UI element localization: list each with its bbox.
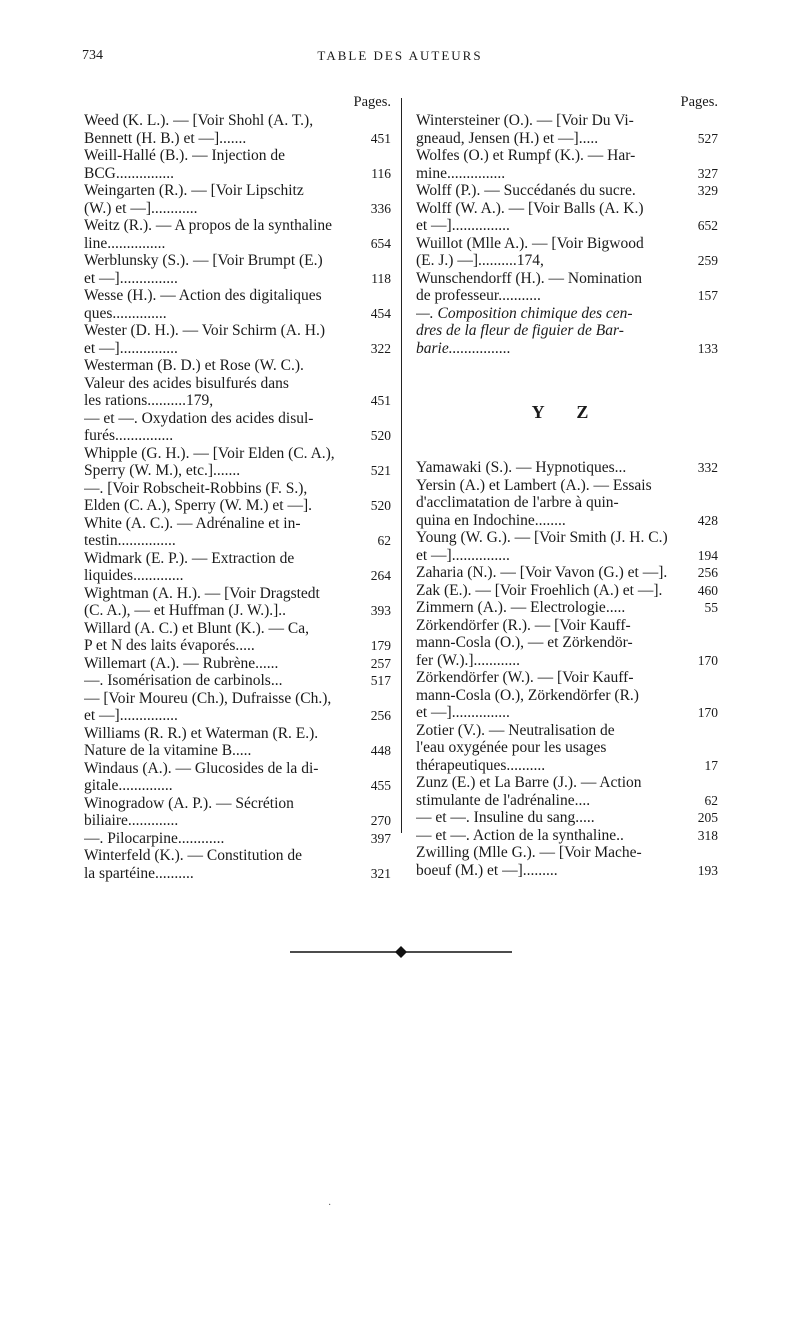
entry-line: Elden (C. A.), Sperry (W. M.) et —]. [84, 497, 313, 514]
index-entry [416, 235, 718, 270]
entry-line: Zotier (V.). — Neutralisation de [416, 721, 615, 739]
entry-page-number: 521 [370, 463, 391, 478]
entry-line: —. [Voir Robscheit-Robbins (F. S.), [84, 479, 308, 497]
entry-line: Zak (E.). — [Voir Froehlich (A.) et —]. [416, 581, 663, 599]
entry-line: Wester (D. H.). — Voir Schirm (A. H.) [84, 322, 325, 339]
left-column [84, 92, 391, 882]
index-entry [84, 690, 391, 725]
entry-line: quina en Indochine........ [416, 511, 566, 529]
entry-page-number: 397 [370, 830, 391, 846]
entry-page-number: 194 [697, 547, 718, 563]
index-entry [84, 252, 391, 287]
entry-line: — [Voir Moureu (Ch.), Dufraisse (Ch.), [84, 689, 332, 707]
entry-line: Wintersteiner (O.). — [Voir Du Vi- [416, 112, 634, 129]
entry-line: Sperry (W. M.), etc.]....... [84, 462, 241, 479]
index-entry [416, 564, 718, 582]
entry-line: gneaud, Jensen (H.) et —]..... [416, 129, 599, 147]
entry-line: ques.............. [84, 304, 167, 322]
entry-line: P et N des laits évaporés..... [84, 637, 255, 654]
entry-line: Wolff (W. A.). — [Voir Balls (A. K.) [416, 199, 644, 217]
entry-page-number: 62 [377, 533, 391, 548]
entry-line: —. Isomérisation de carbinols... [84, 672, 283, 689]
entry-line: Whipple (G. H.). — [Voir Elden (C. A.), [84, 444, 335, 462]
entry-line: gitale.............. [84, 777, 173, 794]
index-entry [416, 305, 718, 358]
entry-page-number: 428 [697, 512, 718, 528]
entry-page-number: 322 [370, 340, 391, 356]
index-entry [84, 760, 391, 795]
entry-line: Windaus (A.). — Glucosides de la di- [84, 759, 319, 777]
index-entry [416, 599, 718, 617]
entry-line: et —]............... [416, 217, 510, 234]
index-entry [84, 830, 391, 848]
index-entry [416, 147, 718, 182]
entry-line: de professeur........... [416, 287, 541, 304]
entry-line: Weed (K. L.). — [Voir Shohl (A. T.), [84, 112, 314, 129]
index-entry [416, 582, 718, 600]
entry-page-number: 170 [697, 705, 718, 720]
entry-page-number: 179 [370, 638, 391, 653]
entry-list [416, 112, 718, 357]
section-heading: Y Z [531, 402, 603, 422]
entry-page-number: 270 [370, 813, 391, 828]
entry-line: thérapeutiques.......... [416, 756, 546, 774]
entry-line: Valeur des acides bisulfurés dans [84, 374, 289, 392]
entry-page-number: 257 [370, 655, 391, 671]
right-column [416, 92, 718, 879]
entry-line: et —]............... [416, 546, 510, 564]
entry-line: stimulante de l'adrénaline.... [416, 791, 591, 809]
index-entry [84, 847, 391, 882]
column-divider [401, 98, 402, 833]
entry-line: et —]............... [416, 704, 510, 721]
entry-page-number: 451 [370, 130, 391, 146]
entry-line: et —]............... [84, 269, 178, 287]
entry-line: fer (W.).]............ [416, 651, 521, 669]
index-entry [84, 287, 391, 322]
entry-line: et —]............... [84, 707, 178, 724]
index-entry [84, 655, 391, 673]
entry-line: Zörkendörfer (W.). — [Voir Kauff- [416, 669, 634, 686]
entry-line: mann-Cosla (O.), Zörkendörfer (R.) [416, 686, 639, 704]
entry-page-number: 259 [697, 253, 718, 268]
entry-line: Zunz (E.) et La Barre (J.). — Action [416, 774, 642, 791]
entry-page-number: 55 [704, 600, 718, 615]
entry-page-number: 455 [370, 778, 391, 793]
entry-line: Willemart (A.). — Rubrène...... [84, 654, 279, 672]
index-entry [84, 410, 391, 445]
entry-page-number: 460 [697, 582, 718, 598]
entry-line: Werblunsky (S.). — [Voir Brumpt (E.) [84, 252, 323, 269]
entry-line: Bennett (H. B.) et —]....... [84, 129, 247, 147]
entry-line: Widmark (E. P.). — Extraction de [84, 549, 295, 567]
entry-line: White (A. C.). — Adrénaline et in- [84, 514, 301, 532]
entry-line: les rations..........179, [84, 392, 214, 409]
entry-page-number: 327 [697, 165, 718, 181]
entry-page-number: 256 [370, 708, 391, 723]
index-entry [416, 182, 718, 200]
entry-line: d'acclimatation de l'arbre à quin- [416, 494, 619, 511]
index-entry [84, 480, 391, 515]
entry-line: Wunschendorff (H.). — Nomination [416, 269, 642, 287]
entry-line: —. Pilocarpine............ [84, 829, 225, 847]
entry-page-number: 654 [370, 235, 391, 251]
entry-page-number: 318 [697, 827, 718, 843]
entry-line: Winogradow (A. P.). — Sécrétion [84, 794, 294, 812]
entry-line: (E. J.) —]..........174, [416, 252, 544, 269]
entry-line: Willard (A. C.) et Blunt (K.). — Ca, [84, 619, 309, 637]
entry-page-number: 393 [370, 603, 391, 618]
index-entry [416, 617, 718, 670]
index-entry [416, 844, 718, 879]
index-entry [416, 722, 718, 775]
index-entry [84, 725, 391, 760]
entry-line: Wolfes (O.) et Rumpf (K.). — Har- [416, 147, 636, 164]
entry-line: Weill-Hallé (B.). — Injection de [84, 147, 286, 164]
entry-page-number: 157 [697, 288, 718, 303]
index-entry [416, 774, 718, 809]
entry-page-number: 329 [697, 183, 718, 198]
entry-line: barie................ [416, 339, 511, 357]
entry-line: Wesse (H.). — Action des digitaliques [84, 287, 322, 304]
entry-list [84, 112, 391, 882]
index-entry [84, 672, 391, 690]
entry-page-number: 118 [371, 270, 391, 286]
pages-label: Pages. [353, 94, 391, 110]
entry-page-number: 116 [371, 165, 391, 181]
entry-page-number: 62 [704, 792, 718, 808]
entry-line: Winterfeld (K.). — Constitution de [84, 847, 303, 864]
index-entry [416, 529, 718, 564]
index-entry [84, 550, 391, 585]
index-entry [416, 809, 718, 827]
index-entry [416, 477, 718, 530]
entry-page-number: 451 [370, 393, 391, 408]
index-entry [84, 357, 391, 410]
entry-page-number: 336 [370, 200, 391, 216]
entry-line: Yersin (A.) et Lambert (A.). — Essais [416, 476, 652, 494]
entry-line: (C. A.), — et Huffman (J. W.).].. [84, 602, 287, 619]
entry-line: boeuf (M.) et —]......... [416, 861, 558, 879]
ornament-rule [290, 946, 512, 958]
entry-line: Young (W. G.). — [Voir Smith (J. H. C.) [416, 529, 668, 546]
entry-line: Wolff (P.). — Succédanés du sucre. [416, 182, 636, 199]
index-entry [416, 827, 718, 845]
entry-line: Zaharia (N.). — [Voir Vavon (G.) et —]. [416, 564, 668, 581]
index-entry [84, 620, 391, 655]
entry-line: mann-Cosla (O.), — et Zörkendör- [416, 634, 633, 651]
index-entry [84, 515, 391, 550]
entry-line: liquides............. [84, 567, 184, 584]
index-entry [84, 445, 391, 480]
entry-line: Williams (R. R.) et Waterman (R. E.). [84, 724, 319, 742]
index-entry [84, 322, 391, 357]
entry-line: Zörkendörfer (R.). — [Voir Kauff- [416, 616, 631, 634]
entry-page-number: 517 [370, 673, 391, 688]
entry-line: Wuillot (Mlle A.). — [Voir Bigwood [416, 234, 644, 252]
entry-page-number: 527 [697, 130, 718, 146]
index-entry [416, 270, 718, 305]
entry-page-number: 264 [370, 568, 391, 583]
entry-line: —. Composition chimique des cen- [416, 304, 633, 322]
entry-page-number: 321 [370, 865, 391, 881]
entry-line: mine............... [416, 164, 506, 182]
entry-line: Zwilling (Mlle G.). — [Voir Mache- [416, 844, 642, 861]
entry-line: Westerman (B. D.) et Rose (W. C.). [84, 357, 304, 374]
entry-page-number: 448 [370, 743, 391, 758]
entry-page-number: 520 [370, 498, 391, 513]
entry-page-number: 205 [697, 810, 718, 825]
entry-page-number: 193 [697, 862, 718, 878]
index-entry [416, 112, 718, 147]
entry-line: Weingarten (R.). — [Voir Lipschitz [84, 182, 304, 199]
index-entry [84, 147, 391, 182]
entry-line: (W.) et —]............ [84, 199, 198, 217]
index-entry [84, 585, 391, 620]
entry-line: la spartéine.......... [84, 864, 194, 882]
entry-page-number: 454 [370, 305, 391, 321]
entry-line: — et —. Insuline du sang..... [416, 809, 595, 826]
running-title: TABLE DES AUTEURS [317, 48, 483, 63]
entry-page-number: 256 [697, 565, 718, 580]
index-entry [84, 112, 391, 147]
pages-label: Pages. [680, 94, 718, 110]
stray-mark: · [328, 1200, 332, 1211]
entry-page-number: 332 [697, 460, 718, 475]
index-entry [416, 669, 718, 722]
entry-page-number: 133 [697, 340, 718, 356]
entry-line: dres de la fleur de figuier de Bar- [416, 322, 624, 339]
index-entry [84, 217, 391, 252]
entry-line: line............... [84, 234, 166, 252]
entry-line: l'eau oxygénée pour les usages [416, 739, 607, 756]
entry-line: Wightman (A. H.). — [Voir Dragstedt [84, 584, 320, 602]
index-entry [416, 459, 718, 477]
entry-line: Zimmern (A.). — Electrologie..... [416, 599, 626, 616]
index-entry [84, 795, 391, 830]
entry-line: testin............... [84, 532, 176, 549]
entry-line: — et —. Action de la synthaline.. [416, 826, 624, 844]
entry-page-number: 520 [370, 428, 391, 443]
entry-line: BCG............... [84, 164, 174, 182]
entry-line: Yamawaki (S.). — Hypnotiques... [416, 459, 627, 476]
entry-line: Weitz (R.). — A propos de la synthaline [84, 217, 332, 234]
entry-line: Nature de la vitamine B..... [84, 742, 252, 759]
entry-line: furés............... [84, 427, 174, 444]
page-number: 734 [82, 48, 103, 63]
entry-list [416, 459, 718, 879]
entry-page-number: 17 [704, 757, 718, 773]
entry-page-number: 170 [697, 652, 718, 668]
entry-line: et —]............... [84, 339, 178, 357]
entry-page-number: 652 [697, 218, 718, 233]
entry-line: — et —. Oxydation des acides disul- [84, 409, 314, 427]
index-entry [416, 200, 718, 235]
index-entry [84, 182, 391, 217]
entry-line: biliaire............. [84, 812, 179, 829]
